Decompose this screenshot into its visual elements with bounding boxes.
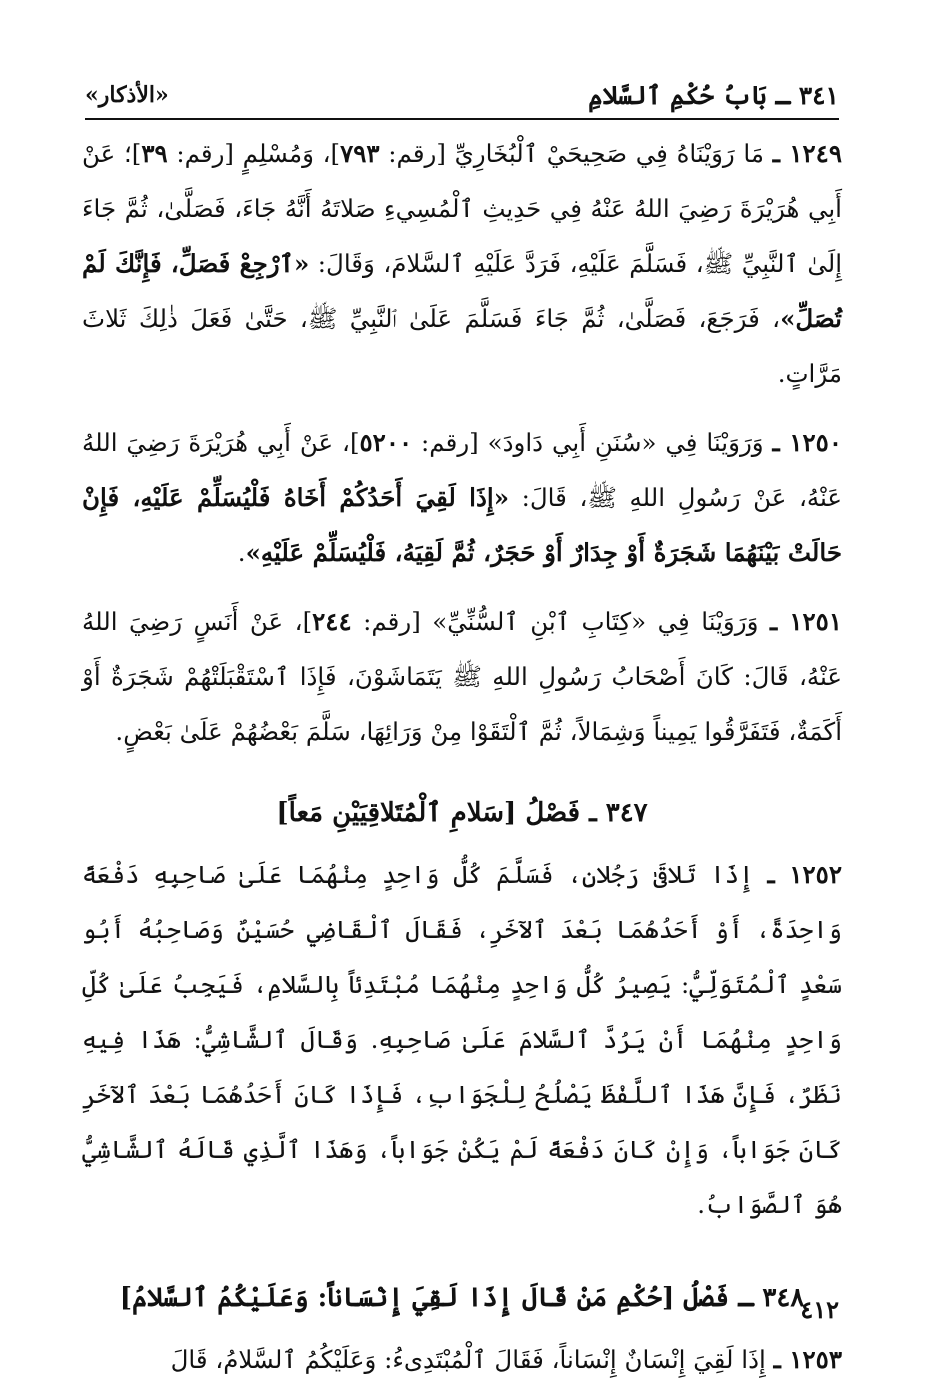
chapter-title: ٣٤١ ـ بَابُ حُكْمِ ٱلسَّلامِ (588, 80, 839, 110)
hadith-1249 (82, 126, 842, 401)
book-title: «الأذكار» (85, 82, 169, 108)
text-segment: . (237, 538, 246, 567)
reference-number: ٢٤٤ (312, 607, 352, 636)
reference-number: ٣٩ (141, 139, 168, 168)
hadith-1252 (82, 847, 842, 1232)
hadith-number: ١٢٥٠ ـ (772, 428, 842, 457)
hadith-number: ١٢٥٢ ـ (767, 860, 842, 889)
hadith-number: ١٢٤٩ ـ (772, 139, 842, 168)
hadith-quote: «ٱرْجِعْ فَصَلِّ، فَإِنَّكَ لَمْ تُصَلِّ» (82, 249, 842, 333)
text-segment: ]، عَنْ أَنَسٍ رَضِيَ اللهُ عَنْهُ، قَالَ: كَانَ أَصْحَابُ رَسُولِ اللهِ ﷺ يَتَمَاشَوْنَ، فَإِذَا ٱسْتَقْبَلَتْهُمْ شَجَرَةٌ أَوْ أَكَمَةٌ، فَتَفَرَّقُوا يَمِيناً وَشِمَالاً، ثُمَّ ٱلْتَقَوْا مِنْ وَرَائِهَا، سَلَّمَ بَعْضُهُمْ عَلَىٰ بَعْضٍ. (82, 607, 842, 746)
text-segment: مَا رَوَيْنَاهُ فِي صَحِيحَيْ ٱلْبُخَارِيِّ [رقم: (379, 139, 765, 168)
hadith-1251 (82, 594, 842, 759)
page-number: ٤١٢ (800, 1295, 839, 1324)
text-segment: ]، وَمُسْلِمٍ [رقم: (167, 139, 341, 168)
reference-number: ٧٩٣ (340, 139, 380, 168)
text-segment: ]؛ عَنْ أَبِي هُرَيْرَةَ رَضِيَ اللهُ عَنْهُ فِي حَدِيثِ ٱلْمُسِيءِ صَلاتَهُ أَنَّهُ جَاءَ، فَصَلَّىٰ، ثُمَّ جَاءَ إِلَىٰ ٱلنَّبِيِّ ﷺ، فَسَلَّمَ عَلَيْهِ، فَرَدَّ عَلَيْهِ ٱلسَّلامَ، وَقَالَ: (82, 139, 843, 278)
page-content (82, 126, 842, 1387)
text-segment: ، فَرَجَعَ، فَصَلَّىٰ، ثُمَّ جَاءَ فَسَلَّمَ عَلَىٰ ٱلنَّبِيِّ ﷺ، حَتَّىٰ فَعَلَ ذٰلِكَ ثَلاثَ مَرَّاتٍ. (82, 304, 842, 388)
section-heading-347: ٣٤٧ ـ فَصْلُ [سَلامِ ٱلْمُتَلاقِيَيْنِ مَعاً] (276, 798, 648, 828)
hadith-1250 (82, 415, 842, 580)
text-segment: وَرَوَيْنَا فِي «كِتَابِ ٱبْنِ ٱلسُّنِّيِّ» [رقم: (351, 607, 759, 636)
section-heading-348: ٣٤٨ ـ فَصْلُ [حُكْمِ مَنْ قَالَ إِذَا لَقِيَ إِنْسَاناً: وَعَلَيْكُمُ ٱلسَّلامُ] (119, 1283, 805, 1313)
running-header (85, 72, 839, 120)
text-segment: إِذَا تَلاقَىٰ رَجُلانِ، فَسَلَّمَ كُلُّ وَاحِدٍ مِنْهُمَا عَلَىٰ صَاحِبِهِ دَفْعَةً وَاحِدَةً، أَوْ أَحَدُهُمَا بَعْدَ ٱلآخَرِ، فَقَالَ ٱلْقَاضِي حُسَيْنٌ وَصَاحِبُهُ أَبُو سَعْدٍ ٱلْمُتَوَلِّيُّ: يَصِيرُ كُلُّ وَاحِدٍ مِنْهُمَا مُبْتَدِئاً بِالسَّلامِ، فَيَجِبُ عَلَىٰ كُلِّ وَاحِدٍ مِنْهُمَا أَنْ يَرُدَّ ٱلسَّلامَ عَلَىٰ صَاحِبِهِ. وَقَالَ ٱلشَّاشِيُّ: هَذَا فِيهِ نَظَرٌ، فَإِنَّ هَذَا ٱللَّفْظَ يَصْلُحُ لِلْجَوَابِ، فَإِذَا كَانَ أَحَدُهُمَا بَعْدَ ٱلآخَرِ كَانَ جَوَاباً، وَإِنْ كَانَ دَفْعَةً لَمْ يَكُنْ جَوَاباً، وَهَذَا ٱلَّذِي قَالَهُ ٱلشَّاشِيُّ هُوَ ٱلصَّوَابُ. (82, 860, 842, 1219)
hadith-number: ١٢٥١ ـ (769, 607, 842, 636)
hadith-number: ١٢٥٣ ـ (773, 1345, 842, 1374)
reference-number: ٥٢٠٠ (359, 428, 413, 457)
hadith-quote: «إِذَا لَقِيَ أَحَدُكُمْ أَخَاهُ فَلْيُسَلِّمْ عَلَيْهِ، فَإِنْ حَالَتْ بَيْنَهُمَا شَجَرَةٌ أَوْ جِدَارٌ أَوْ حَجَرٌ، ثُمَّ لَقِيَهُ، فَلْيُسَلِّمْ عَلَيْهِ» (82, 483, 842, 567)
text-segment: إِذَا لَقِيَ إِنْسَانٌ إِنْسَاناً، فَقَالَ ٱلْمُبْتَدِىءُ: وَعَلَيْكُمُ ٱلسَّلامُ، قَالَ (170, 1345, 766, 1374)
text-segment: وَرَوَيْنَا فِي «سُنَنِ أَبِي دَاودَ» [رقم: (412, 428, 764, 457)
text-segment: ]، عَنْ أَبِي هُرَيْرَةَ رَضِيَ اللهُ عَنْهُ، عَنْ رَسُولِ اللهِ ﷺ، قَالَ: (82, 428, 842, 512)
